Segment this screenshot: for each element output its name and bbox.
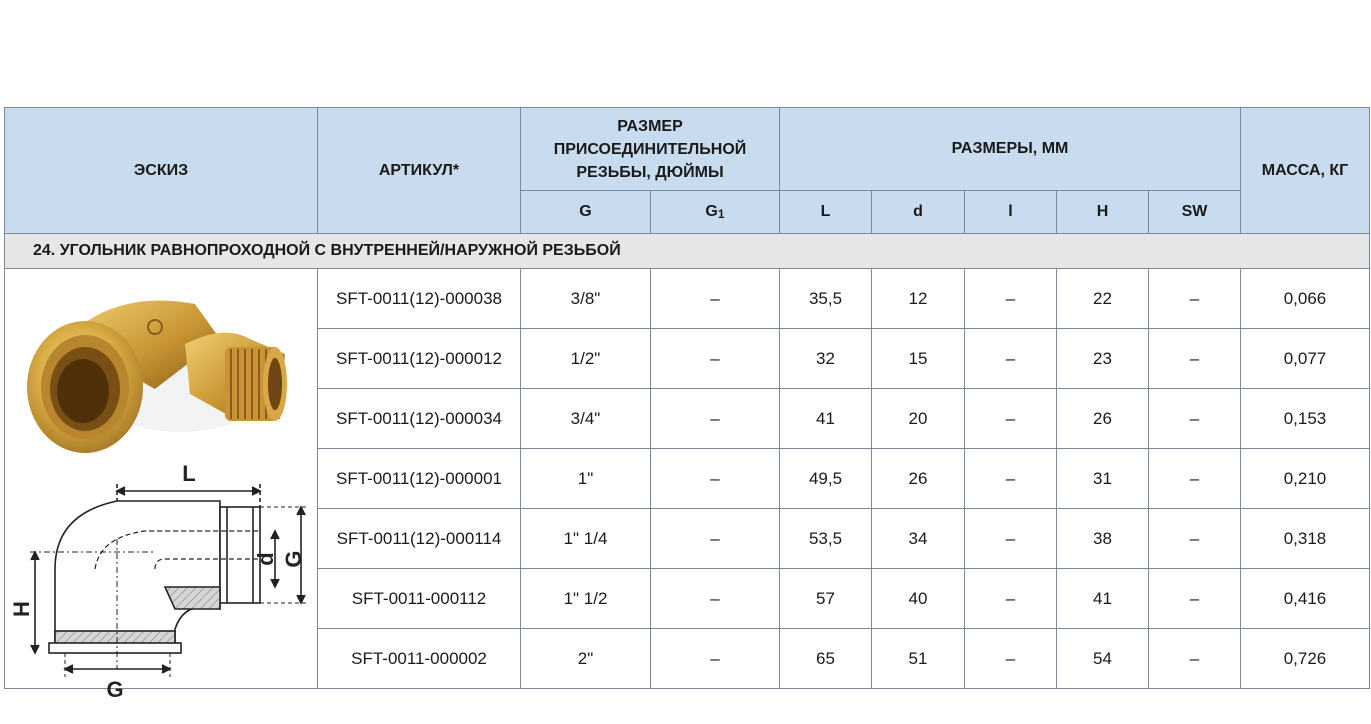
drawing-label-d: d [253, 552, 278, 566]
cell-L: 32 [780, 329, 872, 389]
cell-SW: – [1149, 509, 1241, 569]
cell-article: SFT-0011(12)-000038 [318, 269, 521, 329]
cell-H: 41 [1057, 569, 1149, 629]
cell-d: 51 [872, 629, 965, 689]
cell-g: 2" [521, 629, 651, 689]
cell-article: SFT-0011(12)-000012 [318, 329, 521, 389]
elbow-photo [27, 301, 287, 453]
cell-SW: – [1149, 629, 1241, 689]
header-dimensions: РАЗМЕРЫ, ММ [780, 108, 1241, 191]
header-g: G [521, 191, 651, 234]
cell-g: 1/2" [521, 329, 651, 389]
cell-d: 20 [872, 389, 965, 449]
cell-mass: 0,416 [1241, 569, 1370, 629]
cell-mass: 0,726 [1241, 629, 1370, 689]
cell-g1: – [651, 569, 780, 629]
drawing-label-H: H [9, 601, 34, 617]
cell-l: – [965, 509, 1057, 569]
cell-l: – [965, 389, 1057, 449]
drawing-label-G-bottom: G [106, 677, 124, 702]
cell-g: 1" 1/4 [521, 509, 651, 569]
cell-d: 40 [872, 569, 965, 629]
cell-L: 53,5 [780, 509, 872, 569]
drawing-label-L: L [182, 461, 196, 486]
header-thread-size: РАЗМЕР ПРИСОЕДИНИТЕЛЬНОЙ РЕЗЬБЫ, ДЮЙМЫ [521, 108, 780, 191]
cell-d: 12 [872, 269, 965, 329]
cell-SW: – [1149, 569, 1241, 629]
cell-L: 41 [780, 389, 872, 449]
sketch-cell [5, 269, 318, 702]
cell-article: SFT-0011(12)-000114 [318, 509, 521, 569]
cell-article: SFT-0011-000112 [318, 569, 521, 629]
cell-d: 34 [872, 509, 965, 569]
cell-L: 35,5 [780, 269, 872, 329]
cell-L: 57 [780, 569, 872, 629]
header-l: l [965, 191, 1057, 234]
cell-H: 54 [1057, 629, 1149, 689]
cell-g: 1" [521, 449, 651, 509]
cell-g1: – [651, 269, 780, 329]
cell-l: – [965, 569, 1057, 629]
cell-SW: – [1149, 329, 1241, 389]
cell-H: 38 [1057, 509, 1149, 569]
header-mass: МАССА, КГ [1241, 108, 1370, 234]
cell-article: SFT-0011(12)-000001 [318, 449, 521, 509]
elbow-fitting-illustration [5, 269, 318, 702]
cell-d: 15 [872, 329, 965, 389]
cell-d: 26 [872, 449, 965, 509]
cell-L: 65 [780, 629, 872, 689]
spec-table [4, 107, 1370, 702]
header-g1: G1 [651, 191, 780, 234]
table-row [5, 269, 1370, 329]
cell-H: 31 [1057, 449, 1149, 509]
cell-article: SFT-0011(12)-000034 [318, 389, 521, 449]
cell-mass: 0,077 [1241, 329, 1370, 389]
cell-H: 22 [1057, 269, 1149, 329]
header-sketch: ЭСКИЗ [5, 108, 318, 234]
cell-g: 3/8" [521, 269, 651, 329]
cell-g1: – [651, 449, 780, 509]
header-d: d [872, 191, 965, 234]
header-L: L [780, 191, 872, 234]
cell-g1: – [651, 389, 780, 449]
cell-SW: – [1149, 269, 1241, 329]
cell-mass: 0,153 [1241, 389, 1370, 449]
cell-g: 3/4" [521, 389, 651, 449]
drawing-label-G-right: G [281, 550, 306, 568]
cell-SW: – [1149, 449, 1241, 509]
cell-g1: – [651, 329, 780, 389]
cell-l: – [965, 269, 1057, 329]
header-SW: SW [1149, 191, 1241, 234]
cell-l: – [965, 629, 1057, 689]
cell-SW: – [1149, 389, 1241, 449]
cell-mass: 0,318 [1241, 509, 1370, 569]
header-article: АРТИКУЛ* [318, 108, 521, 234]
cell-g: 1" 1/2 [521, 569, 651, 629]
cell-mass: 0,066 [1241, 269, 1370, 329]
section-title: 24. УГОЛЬНИК РАВНОПРОХОДНОЙ С ВНУТРЕННЕЙ/НАРУЖНОЙ РЕЗЬБОЙ [5, 234, 1370, 269]
cell-l: – [965, 329, 1057, 389]
cell-H: 23 [1057, 329, 1149, 389]
cell-L: 49,5 [780, 449, 872, 509]
cell-article: SFT-0011-000002 [318, 629, 521, 689]
cell-g1: – [651, 629, 780, 689]
cell-H: 26 [1057, 389, 1149, 449]
cell-mass: 0,210 [1241, 449, 1370, 509]
cell-l: – [965, 449, 1057, 509]
cell-g1: – [651, 509, 780, 569]
header-H: H [1057, 191, 1149, 234]
elbow-technical-drawing [30, 484, 309, 677]
